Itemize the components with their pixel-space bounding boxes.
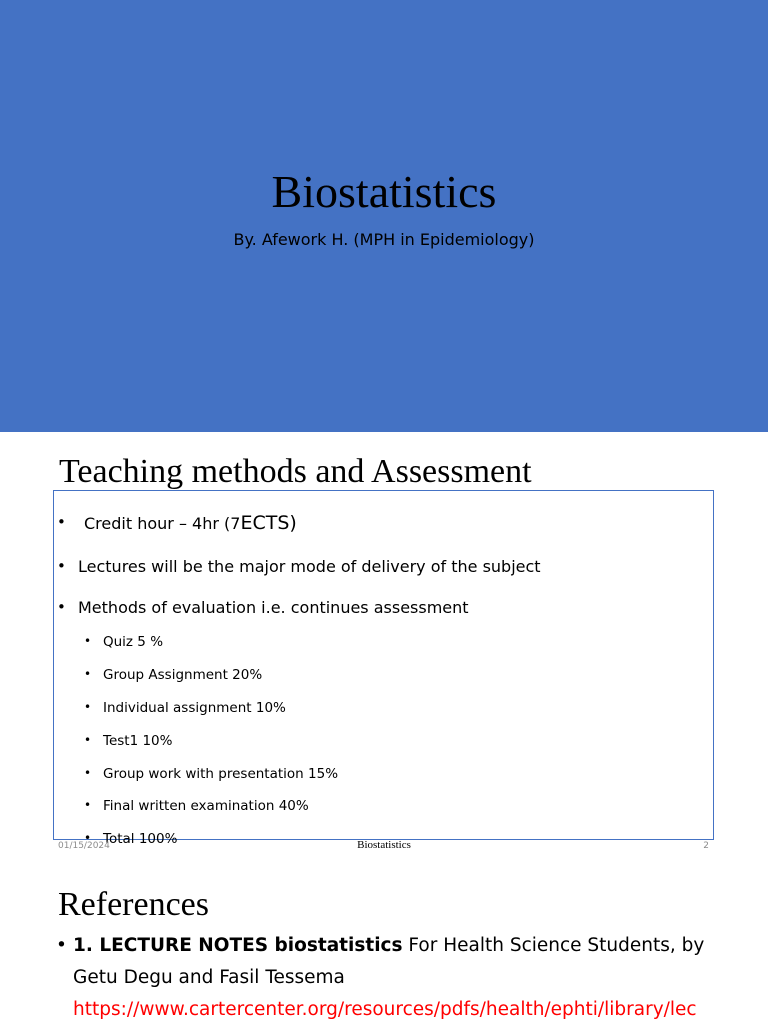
credit-hour-item: • Credit hour – 4hr (7ECTS) [84, 513, 297, 534]
list-item: • Methods of evaluation i.e. continues assessment [78, 598, 469, 618]
list-item: • Lectures will be the major mode of delivery of the subject [78, 557, 541, 577]
page-number: 2 [703, 841, 709, 851]
slide-subtitle: By. Afework H. (MPH in Epidemiology) [233, 230, 535, 249]
reference-item [73, 930, 733, 994]
teaching-methods-slide [0, 433, 768, 865]
sub-list-item: • Final written examination 40% [103, 797, 309, 815]
footer-date: 01/15/2024 [58, 841, 110, 851]
sub-list-item: • Group work with presentation 15% [103, 765, 338, 783]
reference-link[interactable]: https://www.cartercenter.org/resources/pdfs/health/ephti/library/lec [73, 999, 697, 1020]
footer-text: Biostatistics [357, 839, 411, 851]
slide-title: References [58, 886, 210, 923]
reference-detail: For Health Science Students, by Getu Degu and Fasil Tessema [73, 935, 705, 988]
title-slide [0, 0, 768, 432]
reference-title: 1. LECTURE NOTES biostatistics [73, 935, 403, 956]
references-slide [0, 866, 768, 1024]
slide-title: Biostatistics [271, 166, 497, 217]
content-placeholder-border [53, 490, 714, 840]
slide-title: Teaching methods and Assessment [59, 453, 532, 490]
sub-list-item: • Test1 10% [103, 732, 172, 750]
sub-list-item: • Quiz 5 % [103, 633, 163, 651]
sub-list-item: • Group Assignment 20% [103, 666, 262, 684]
sub-list-item: • Individual assignment 10% [103, 699, 286, 717]
sub-list-item: • Total 100% [103, 830, 177, 848]
